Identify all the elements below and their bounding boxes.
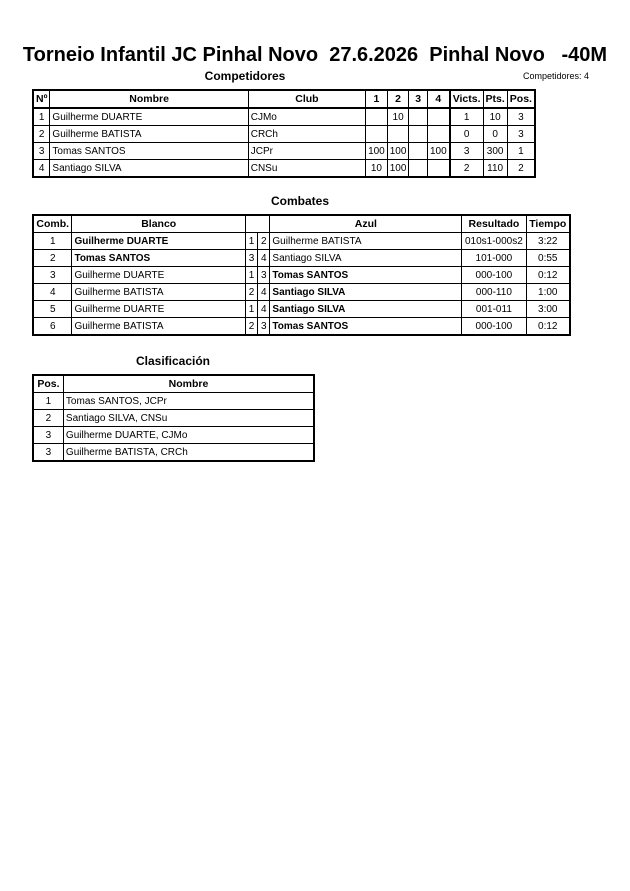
round-score-r3 [409, 126, 428, 143]
fight-time: 1:00 [526, 284, 570, 301]
round-score-r4: 100 [428, 143, 450, 160]
fight-row [33, 267, 570, 284]
fight-result: 000-100 [462, 267, 526, 284]
competitor-position: 3 [507, 108, 535, 126]
round-score-r1 [366, 126, 388, 143]
competitor-points: 110 [483, 160, 507, 178]
ranking-position: 1 [33, 393, 63, 410]
ranking-table [32, 374, 315, 462]
fight-number: 6 [33, 318, 72, 336]
col-r1: 1 [366, 90, 388, 108]
white-fighter: Guilherme DUARTE [72, 233, 245, 250]
col-r4: 4 [428, 90, 450, 108]
competitor-row [33, 160, 535, 178]
competitor-position: 2 [507, 160, 535, 178]
white-fighter-number: 1 [245, 267, 257, 284]
fight-result: 101-000 [462, 250, 526, 267]
white-fighter-number: 1 [245, 301, 257, 318]
competitors-heading: Competidores [204, 69, 286, 83]
blue-fighter: Tomas SANTOS [270, 318, 462, 336]
fight-result: 000-110 [462, 284, 526, 301]
competitor-count: Competidores: 4 [523, 71, 590, 81]
round-score-r2: 100 [387, 160, 409, 178]
blue-fighter-number: 2 [258, 233, 270, 250]
round-score-r3 [409, 143, 428, 160]
white-fighter: Tomas SANTOS [72, 250, 245, 267]
ranking-row [33, 444, 314, 462]
ranking-name: Santiago SILVA, CNSu [63, 410, 314, 427]
col-rank-name: Nombre [63, 375, 314, 393]
competitor-name: Guilherme BATISTA [50, 126, 248, 143]
fight-result: 000-100 [462, 318, 526, 336]
competitor-points: 0 [483, 126, 507, 143]
white-fighter-number: 2 [245, 284, 257, 301]
fight-result: 010s1-000s2 [462, 233, 526, 250]
col-comb: Comb. [33, 215, 72, 233]
white-fighter: Guilherme DUARTE [72, 267, 245, 284]
col-numbers [245, 215, 269, 233]
col-number: Nº [33, 90, 50, 108]
competitor-row [33, 143, 535, 160]
competitor-number: 1 [33, 108, 50, 126]
competitor-name: Santiago SILVA [50, 160, 248, 178]
ranking-name: Guilherme BATISTA, CRCh [63, 444, 314, 462]
ranking-row [33, 393, 314, 410]
round-score-r2: 100 [387, 143, 409, 160]
competitor-points: 10 [483, 108, 507, 126]
ranking-name: Tomas SANTOS, JCPr [63, 393, 314, 410]
fight-row [33, 284, 570, 301]
fight-time: 0:12 [526, 318, 570, 336]
competitor-number: 3 [33, 143, 50, 160]
col-blue: Azul [270, 215, 462, 233]
white-fighter-number: 3 [245, 250, 257, 267]
col-victs: Victs. [450, 90, 483, 108]
round-score-r4 [428, 160, 450, 178]
competitor-club: JCPr [248, 143, 365, 160]
round-score-r1: 10 [366, 160, 388, 178]
round-score-r2 [387, 126, 409, 143]
ranking-heading: Clasificación [135, 354, 211, 368]
round-score-r1: 100 [366, 143, 388, 160]
col-club: Club [248, 90, 365, 108]
col-pts: Pts. [483, 90, 507, 108]
blue-fighter: Guilherme BATISTA [270, 233, 462, 250]
fight-row [33, 233, 570, 250]
fights-table [32, 214, 571, 336]
fight-number: 5 [33, 301, 72, 318]
white-fighter: Guilherme BATISTA [72, 318, 245, 336]
blue-fighter-number: 4 [258, 301, 270, 318]
competitor-victories: 2 [450, 160, 483, 178]
white-fighter: Guilherme BATISTA [72, 284, 245, 301]
white-fighter: Guilherme DUARTE [72, 301, 245, 318]
ranking-row [33, 410, 314, 427]
blue-fighter-number: 3 [258, 267, 270, 284]
competitor-victories: 3 [450, 143, 483, 160]
fights-heading: Combates [270, 194, 329, 208]
blue-fighter: Santiago SILVA [270, 284, 462, 301]
blue-fighter-number: 3 [258, 318, 270, 336]
blue-fighter: Tomas SANTOS [270, 267, 462, 284]
col-r2: 2 [387, 90, 409, 108]
fight-row [33, 318, 570, 336]
competitor-name: Guilherme DUARTE [50, 108, 248, 126]
competitor-points: 300 [483, 143, 507, 160]
fight-row [33, 301, 570, 318]
col-pos: Pos. [507, 90, 535, 108]
fight-result: 001-011 [462, 301, 526, 318]
blue-fighter: Santiago SILVA [270, 301, 462, 318]
competitor-victories: 1 [450, 108, 483, 126]
fight-time: 0:55 [526, 250, 570, 267]
competitors-table [32, 89, 536, 178]
ranking-row [33, 427, 314, 444]
col-time: Tiempo [526, 215, 570, 233]
competitor-position: 1 [507, 143, 535, 160]
competitor-club: CNSu [248, 160, 365, 178]
col-r3: 3 [409, 90, 428, 108]
col-name: Nombre [50, 90, 248, 108]
round-score-r2: 10 [387, 108, 409, 126]
competitor-row [33, 108, 535, 126]
competitor-number: 4 [33, 160, 50, 178]
fight-number: 4 [33, 284, 72, 301]
col-white: Blanco [72, 215, 245, 233]
competitor-number: 2 [33, 126, 50, 143]
fight-number: 3 [33, 267, 72, 284]
competitor-club: CRCh [248, 126, 365, 143]
fights-header-row [33, 215, 570, 233]
col-result: Resultado [462, 215, 526, 233]
ranking-position: 3 [33, 427, 63, 444]
fight-time: 3:22 [526, 233, 570, 250]
col-rank-pos: Pos. [33, 375, 63, 393]
competitor-name: Tomas SANTOS [50, 143, 248, 160]
competitor-club: CJMo [248, 108, 365, 126]
white-fighter-number: 2 [245, 318, 257, 336]
fight-number: 2 [33, 250, 72, 267]
competitors-header-row [33, 90, 535, 108]
fight-time: 0:12 [526, 267, 570, 284]
fight-time: 3:00 [526, 301, 570, 318]
competitor-position: 3 [507, 126, 535, 143]
round-score-r3 [409, 160, 428, 178]
page-title: Torneio Infantil JC Pinhal Novo 27.6.2026 Pinhal Novo -40M [22, 44, 608, 66]
ranking-position: 3 [33, 444, 63, 462]
blue-fighter-number: 4 [258, 284, 270, 301]
round-score-r4 [428, 108, 450, 126]
competitor-victories: 0 [450, 126, 483, 143]
fight-row [33, 250, 570, 267]
competitor-row [33, 126, 535, 143]
white-fighter-number: 1 [245, 233, 257, 250]
ranking-name: Guilherme DUARTE, CJMo [63, 427, 314, 444]
fight-number: 1 [33, 233, 72, 250]
ranking-position: 2 [33, 410, 63, 427]
round-score-r4 [428, 126, 450, 143]
round-score-r1 [366, 108, 388, 126]
blue-fighter: Santiago SILVA [270, 250, 462, 267]
ranking-header-row [33, 375, 314, 393]
blue-fighter-number: 4 [258, 250, 270, 267]
round-score-r3 [409, 108, 428, 126]
